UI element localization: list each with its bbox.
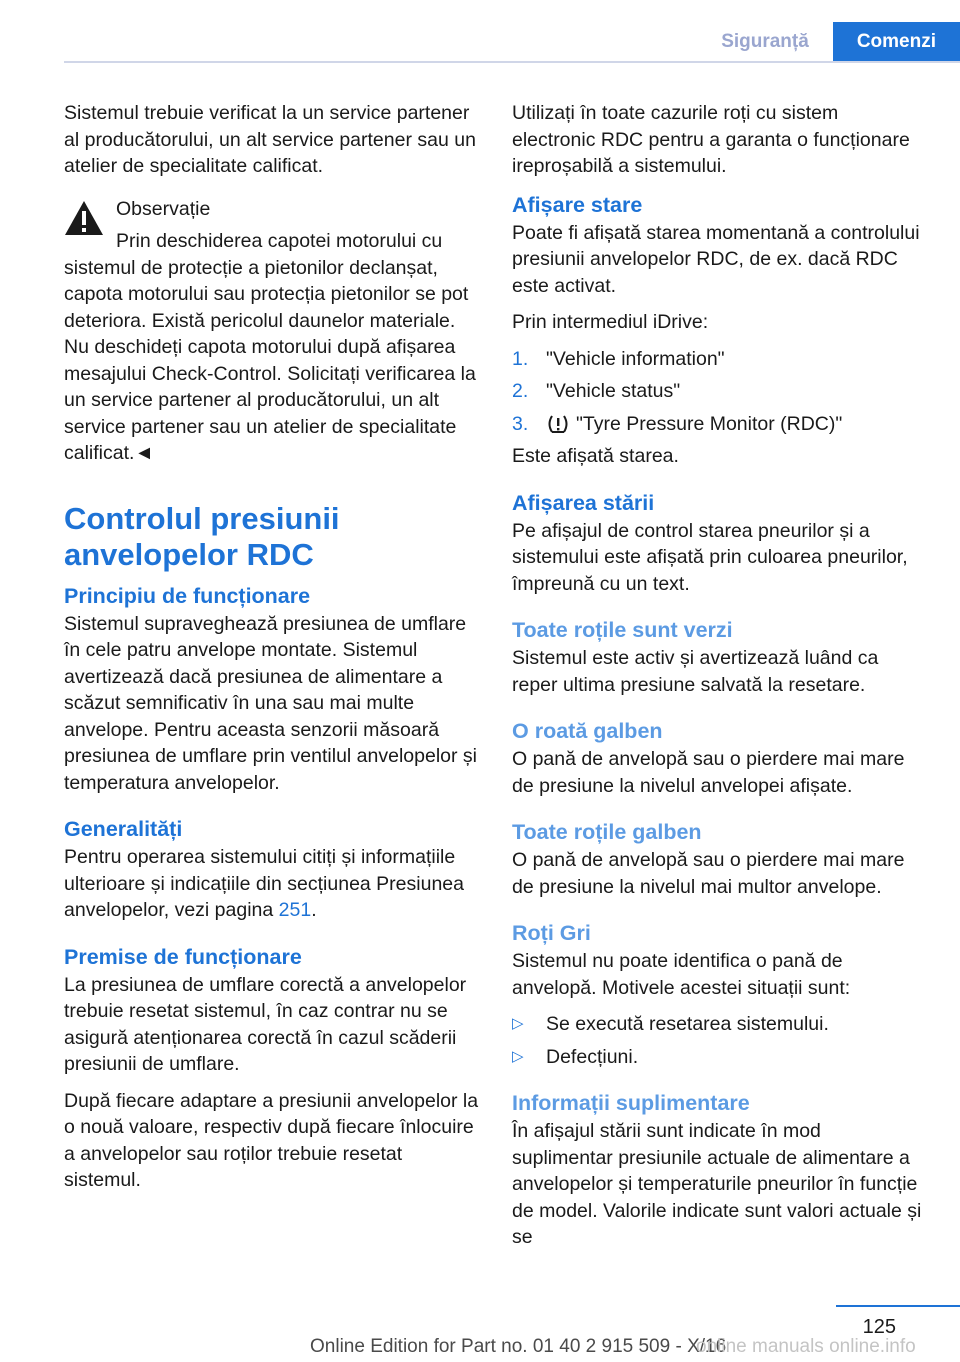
heading-extra: Informații suplimentare (512, 1091, 750, 1115)
heading-general: Generalități (64, 817, 183, 841)
paragraph-status: Poate fi afișată starea momentană a controlului presiunii anvelopelor RDC, de ex. dacă RDC este activat. (512, 221, 920, 297)
header-tabs (697, 22, 960, 62)
paragraph-shown: Este afișată starea. (512, 445, 679, 467)
reasons-list (512, 1011, 927, 1070)
step-item (512, 346, 927, 373)
paragraph-green: Sistemul este activ și avertizează luând ca reper ultima presiune salvată la resetare. (512, 647, 879, 696)
paragraph-general (64, 844, 479, 924)
intro-paragraph: Sistemul trebuie verificat la un service partener al producătorului, un alt service partener sau un atelier de specialitate calificat. (64, 102, 476, 177)
list-item-text: Se execută resetarea sistemului. (546, 1013, 829, 1035)
section-title: Controlul presiunii anvelopelor RDC (64, 500, 340, 572)
heading-principle: Principiu de funcționare (64, 583, 311, 608)
tab-comenzi[interactable]: Comenzi (833, 22, 960, 62)
step-text: "Vehicle information" (546, 347, 725, 370)
step-number: 3. (512, 412, 529, 435)
paragraph-premises-2: După fiecare adaptare a presiunii anvelopelor la o nouă valoare, respectiv după fiecare înlocuire a anvelopelor sau roților trebuie resetat sistemul. (64, 1089, 479, 1191)
warning-title: Observație (116, 197, 211, 220)
triangle-bullet-icon: ▷ (512, 1015, 524, 1032)
triangle-bullet-icon: ▷ (512, 1047, 524, 1065)
warning-body: Prin deschiderea capotei motorului cu sistemul de protecție a pietonilor declanșat, capota motorului sau protecția pietonilor se pot deteriora. Există pericolul daunelor materiale. Nu deschideți capota motorului după afișarea mesajului Check-Control. Solicitați verificarea la un service partener al producătorului, un alt service partener sau un atelier de specialitate calificat.◄ (64, 230, 476, 464)
header-divider (64, 61, 960, 63)
general-end: . (311, 899, 317, 921)
paragraph-premises-1: La presiunea de umflare corectă a anvelopelor trebuie resetat sistemul, în caz contrar nu se asigură atenționarea corectă în cazul scăderii presiunii de umflare. (64, 973, 467, 1075)
heading-all-yellow: Toate roțile galben (512, 820, 702, 844)
heading-one-yellow: O roată galben (512, 719, 663, 743)
page-number: 125 (862, 1316, 896, 1338)
paragraph-extra: În afișajul stării sunt indicate în mod suplimentar presiunile actuale de alimentare a anvelopelor și temperaturile pneurilor în funcție de model. Valorile indicate sunt valori actuale și se (512, 1120, 922, 1248)
list-item-text: Defecțiuni. (546, 1045, 639, 1068)
left-column (64, 100, 479, 1204)
heading-display: Afișarea stării (512, 490, 655, 515)
paragraph-idrive: Prin intermediul iDrive: (512, 311, 709, 333)
edition-line: Online Edition for Part no. 01 40 2 915 509 - X/16 (310, 1336, 727, 1357)
heading-status: Afișare stare (512, 192, 643, 217)
list-item (512, 1011, 927, 1038)
step-number: 2. (512, 380, 529, 402)
intro-paragraph-right: Utilizați în toate cazurile roți cu sistem electronic RDC pentru a garanta o funcționare ireproșabilă a sistemului. (512, 102, 910, 177)
step-item (512, 411, 927, 438)
idrive-steps (512, 346, 927, 438)
heading-premises: Premise de funcționare (64, 944, 302, 969)
step-item (512, 378, 927, 405)
paragraph-grey: Sistemul nu poate identifica o pană de anvelopă. Motivele acestei situații sunt: (512, 950, 851, 999)
heading-grey: Roți Gri (512, 921, 591, 945)
paragraph-display: Pe afișajul de control starea pneurilor și a sistemului este afișată prin culoarea pneurilor, împreună cu un text. (512, 519, 908, 595)
warning-box (64, 196, 479, 467)
footer-divider (836, 1305, 960, 1307)
step-text: "Tyre Pressure Monitor (RDC)" (576, 412, 843, 435)
general-text: Pentru operarea sistemului citiți și informațiile ulterioare și indicațiile din secțiunea Presiunea anvelopelor, vezi pagina (64, 846, 464, 921)
tab-siguranta[interactable]: Siguranță (721, 31, 809, 52)
step-text: "Vehicle status" (546, 380, 681, 402)
list-item (512, 1044, 927, 1071)
watermark: online manuals online.info (696, 1336, 916, 1357)
right-column (512, 100, 927, 1261)
page-link[interactable]: 251 (278, 899, 312, 921)
paragraph-all-yellow: O pană de anvelopă sau o pierdere mai mare de presiune la nivelul mai multor anvelope. (512, 849, 905, 898)
step-number: 1. (512, 347, 529, 370)
heading-green: Toate roțile sunt verzi (512, 618, 733, 642)
tire-pressure-icon (546, 414, 570, 434)
paragraph-principle: Sistemul supraveghează presiunea de umflare în cele patru anvelope montate. Sistemul avertizează dacă presiunea de alimentare a scăzut semnificativ în una sau mai multe anvelope. Pentru aceasta senzorii măsoară presiunea de umflare prin ventilul anvelopelor și temperatura anvelopelor. (64, 612, 477, 794)
warning-triangle-icon (64, 200, 104, 236)
paragraph-one-yellow: O pană de anvelopă sau o pierdere mai mare de presiune la nivelul anvelopei afișate. (512, 748, 905, 797)
